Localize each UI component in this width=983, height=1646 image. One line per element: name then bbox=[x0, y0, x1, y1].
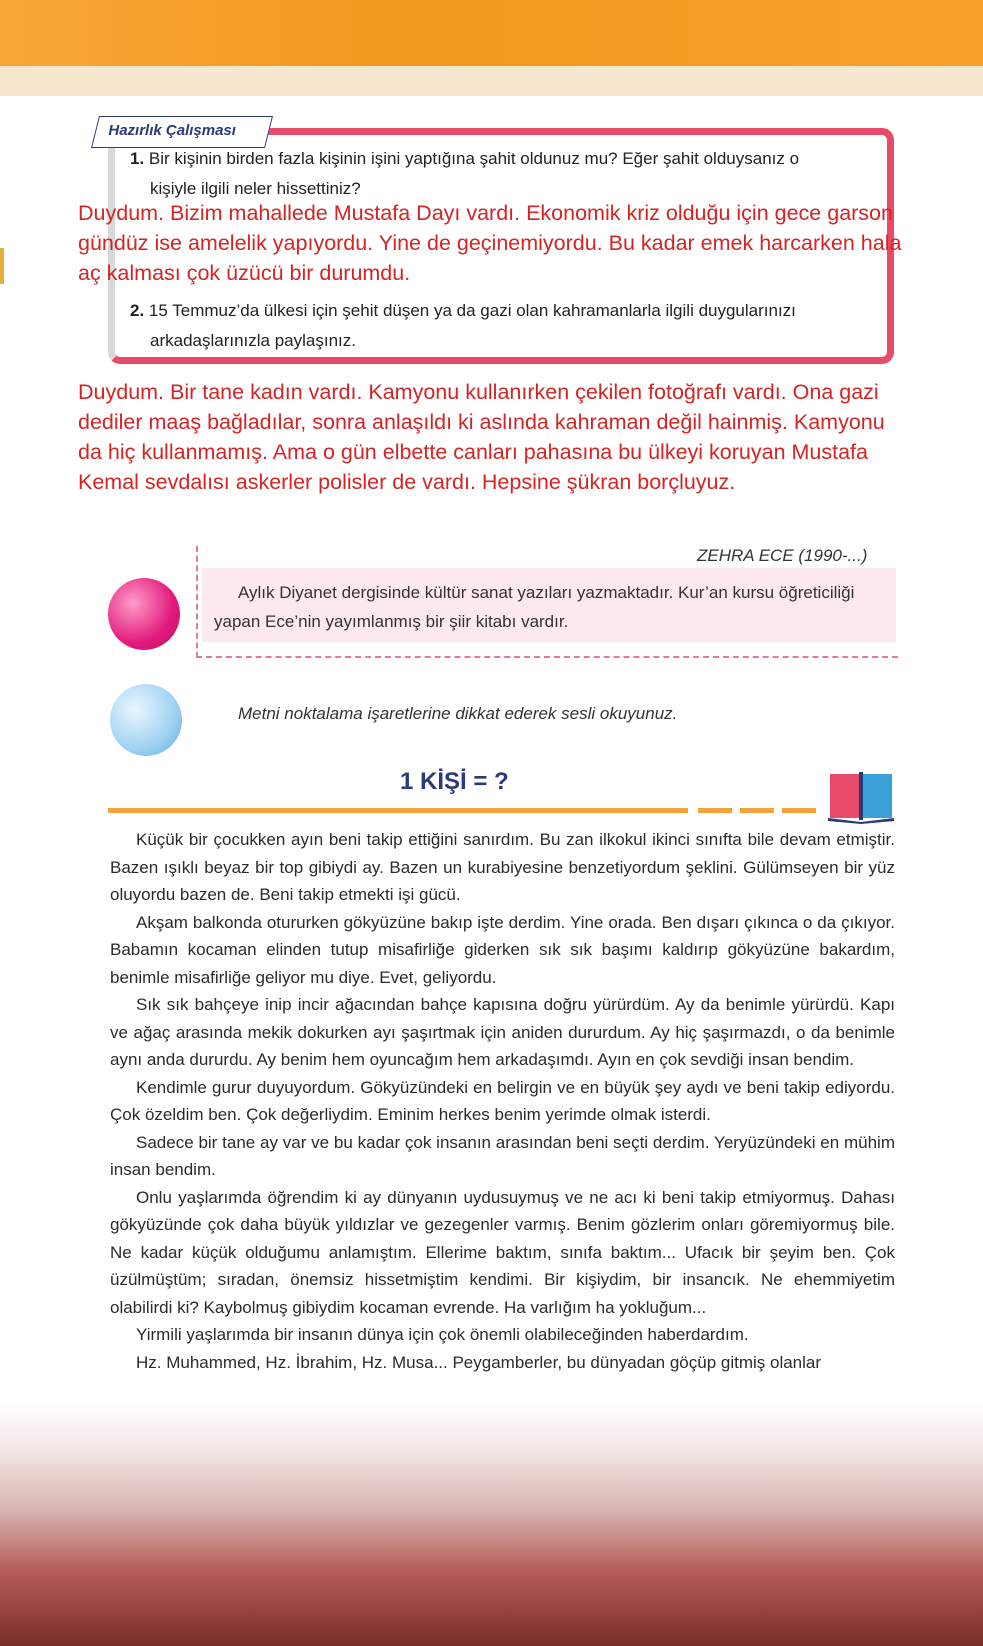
title-dash bbox=[740, 808, 774, 813]
answer-1-line3: aç kalması çok üzücü bir durumdu. bbox=[78, 261, 411, 285]
question-1-line2: kişiyle ilgili neler hissettiniz? bbox=[150, 179, 361, 198]
title-dash bbox=[698, 808, 732, 813]
answer-1-line1: Duydum. Bizim mahallede Mustafa Dayı vardı. Ekonomik kriz olduğu için gece garson bbox=[78, 201, 893, 225]
open-book-icon bbox=[826, 768, 896, 824]
story-paragraph: Küçük bir çocukken ayın beni takip ettiğini sanırdım. Bu zan ilkokul ikinci sınıfta bile devam etmiştir. Bazen ışıklı beyaz bir top gibiydi ay. Bazen un kurabiyesine benzetiyordum şeklini. Gülümseyen bir yüz oluyordu bazen de. Beni takip etmekti işi gücü. bbox=[110, 830, 895, 904]
title-dash bbox=[782, 808, 816, 813]
reading-instruction: Metni noktalama işaretlerine dikkat ederek sesli okuyunuz. bbox=[238, 704, 678, 723]
story-paragraph: Onlu yaşlarımda öğrendim ki ay dünyanın uydusuymuş ve ne acı ki beni takip etmiyormuş. Dahası gökyüzünde çok daha büyük yıldızlar ve gezegenler varmış. Benim gözlerim onları göremiyormuş bile. Ne kadar küçük olduğumu anlamıştım. Ellerime baktım, sınıfa baktım... Ufacık bir şeyim ben. Çok üzülmüştüm; sıradan, önemsiz hissetmiştim kendimi. Bir kişiydim, bir insancık. Ne ehemmiyetim olabilirdi ki? Kaybolmuş gibiydim kocaman evrende. Ha varlığım ha yokluğum... bbox=[110, 1187, 895, 1317]
globe-blue-icon bbox=[110, 684, 182, 756]
answer-2-line2: dediler maaş bağladılar, sonra anlaşıldı ki aslında kahraman değil hainmiş. Kamyonu bbox=[78, 410, 885, 434]
story-paragraph: Kendimle gurur duyuyordum. Gökyüzündeki en belirgin ve en büyük şey aydı ve beni takip ediyordu. Çok özeldim ben. Çok değerliydim. Eminim herkes benim yerimde olmak isterdi. bbox=[110, 1077, 895, 1124]
text-title: 1 KİŞİ = ? bbox=[400, 768, 509, 795]
story-paragraph: Hz. Muhammed, Hz. İbrahim, Hz. Musa... Peygamberler, bu dünyadan göçüp gitmiş olanlar bbox=[136, 1352, 822, 1372]
section-tag-label: Hazırlık Çalışması bbox=[108, 122, 236, 139]
story-paragraph: Yirmili yaşlarımda bir insanın dünya için çok önemli olabileceğinden haberdardım. bbox=[136, 1325, 749, 1344]
author-name: ZEHRA ECE (1990-...) bbox=[697, 546, 868, 565]
story-text bbox=[110, 826, 895, 1376]
globe-pink-icon bbox=[108, 578, 180, 650]
crowd-background-image bbox=[0, 1400, 983, 1646]
top-orange-band bbox=[0, 0, 983, 66]
question-2-line2: arkadaşlarınızla paylaşınız. bbox=[150, 331, 356, 350]
story-paragraph: Sık sık bahçeye inip incir ağacından bahçe kapısına doğru yürürdüm. Ay da benimle yürürdü. Kapı ve ağaç arasında mekik dokurken ayı şaşırtmak için aniden dururdum. Ay hiç şaşırmazdı, o da benimle aynı anda dururdu. Ay benim hem oyuncağım hem arkadaşımdı. Ayın en çok sevdiği insan bendim. bbox=[110, 995, 895, 1069]
title-underline bbox=[108, 808, 688, 813]
answer-2-line1: Duydum. Bir tane kadın vardı. Kamyonu kullanırken çekilen fotoğrafı vardı. Ona gazi bbox=[78, 380, 879, 404]
story-paragraph: Akşam balkonda otururken gökyüzüne bakıp işte derdim. Yine orada. Ben dışarı çıkınca o da çıkıyor. Babamın kocaman elinden tutup misafirliğe giderken sık sık başımı kaldırıp gökyüzüne bakardım, benimle misafirliğe geliyor mu diye. Evet, geliyordu. bbox=[110, 912, 895, 987]
author-bio: Aylık Diyanet dergisinde kültür sanat yazıları yazmaktadır. Kur’an kursu öğreticiliği yapan Ece’nin yayımlanmış bir şiir kitabı vardır. bbox=[214, 583, 855, 631]
answer-2-line3: da hiç kullanmamış. Ama o gün elbette canları pahasına bu ülkeyi koruyan Mustafa bbox=[78, 440, 868, 464]
question-1: 1. Bir kişinin birden fazla kişinin işini yaptığına şahit oldunuz mu? Eğer şahit olduysanız o bbox=[130, 149, 800, 168]
answer-1-line2: gündüz ise amelelik yapıyordu. Yine de geçinemiyordu. Bu kadar emek harcarken hala bbox=[78, 231, 902, 255]
story-paragraph: Sadece bir tane ay var ve bu kadar çok insanın arasından beni seçti derdim. Yeryüzündeki en mühim insan bendim. bbox=[110, 1132, 895, 1179]
left-edge-marker bbox=[0, 248, 4, 284]
answer-2-line4: Kemal sevdalısı askerler polisler de vardı. Hepsine şükran borçluyuz. bbox=[78, 470, 736, 494]
question-2: 2. 15 Temmuz’da ülkesi için şehit düşen ya da gazi olan kahramanlarla ilgili duygularınızı bbox=[130, 301, 796, 320]
top-light-band bbox=[0, 66, 983, 96]
